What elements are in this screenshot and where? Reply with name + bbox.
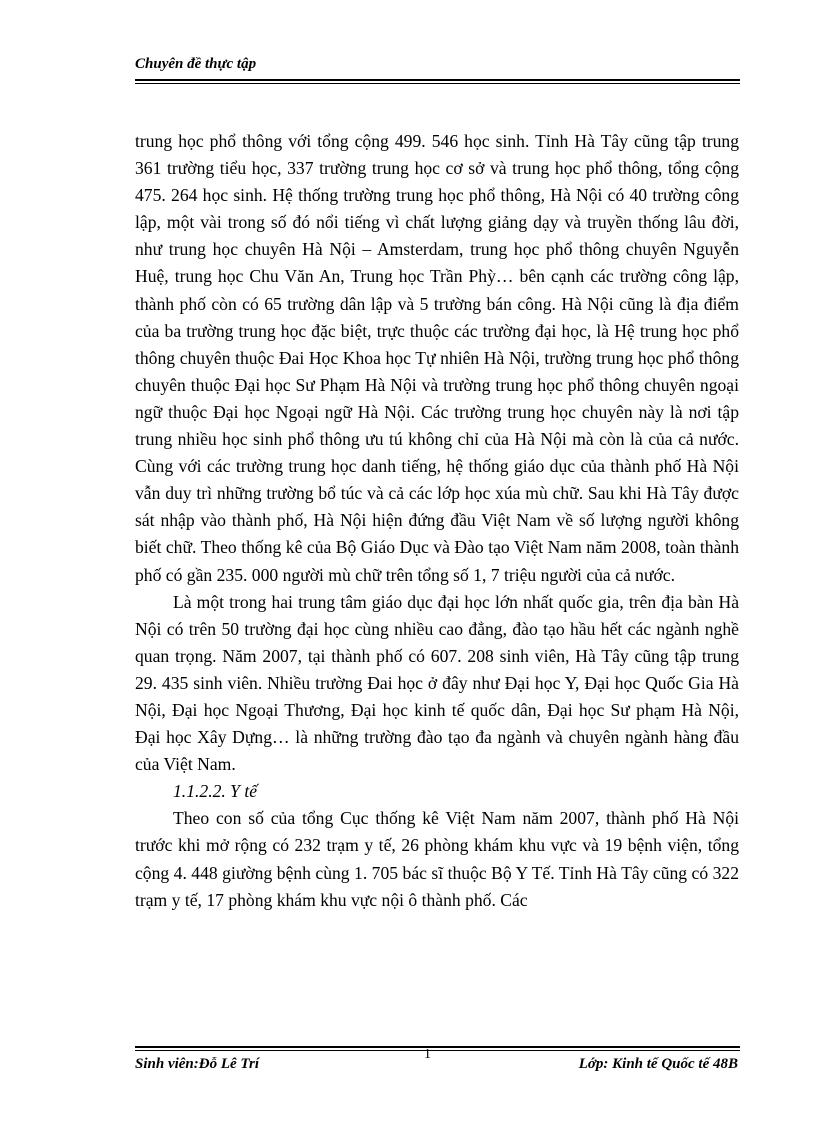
header-divider [135,79,740,81]
footer-divider [135,1046,740,1048]
body-paragraph: Theo con số của tổng Cục thống kê Việt Nam năm 2007, thành phố Hà Nội trước khi mở rộng có 232 trạm y tế, 26 phòng khám khu vực và 19 bệnh viện, tổng cộng 4. 448 giường bệnh cùng 1. 705 bác sĩ thuộc Bộ Y Tế. Tỉnh Hà Tây cũng có 322 trạm y tế, 17 phòng khám khu vực nội ô thành phố. Các [135,808,739,910]
body-paragraph: Là một trong hai trung tâm giáo dục đại học lớn nhất quốc gia, trên địa bàn Hà Nội có trên 50 trường đại học cùng nhiều cao đẳng, đào tạo hầu hết các ngành nghề quan trọng. Năm 2007, tại thành phố có 607. 208 sinh viên, Hà Tây cũng tập trung 29. 435 sinh viên. Nhiều trường Đai học ở đây như Đại học Y, Đại học Quốc Gia Hà Nội, Đại học Ngoại Thương, Đại học kinh tế quốc dân, Đại học Sư phạm Hà Nội, Đại học Xây Dựng… là những trường đào tạo đa ngành và chuyên ngành hàng đầu của Việt Nam. [135,591,739,775]
footer-divider-thin [135,1050,740,1051]
header-divider-thin [135,83,740,84]
document-body [135,128,739,914]
page-number: 1 [424,1047,431,1062]
footer-class: Lớp: Kinh tế Quốc tế 48B [578,1056,738,1072]
section-heading: 1.1.2.2. Y tế [173,781,258,802]
body-paragraph: trung học phổ thông với tổng cộng 499. 546 học sinh. Tỉnh Hà Tây cũng tập trung 361 trường tiểu học, 337 trường trung học cơ sở và trung học phổ thông, tổng cộng 475. 264 học sinh. Hệ thống trường trung học phổ thông, Hà Nội có 40 trường công lập, một vài trong số đó nổi tiếng vì chất lượng giảng dạy và truyền thống lâu đời, như trung học chuyên Hà Nội – Amsterdam, trung học phổ thông chuyên Nguyễn Huệ, trung học Chu Văn An, Trung học Trần Phỳ… bên cạnh các trường công lập, thành phố còn có 65 trường dân lập và 5 trường bán công. Hà Nội cũng là địa điểm của ba trường trung học đặc biệt, trực thuộc các trường đại học, là Hệ trung học phổ thông chuyên thuộc Đai Học Khoa học Tự nhiên Hà Nội, trường trung học phổ thông chuyên thuộc Đại học Sư Phạm Hà Nội và trường trung học phổ thông chuyên ngoại ngữ thuộc Đại học Ngoại ngữ Hà Nội. Các trường trung học chuyên này là nơi tập trung nhiều học sinh phổ thông ưu tú không chỉ của Hà Nội mà còn là của cả nước. Cùng với các trường trung học danh tiếng, hệ thống giáo dục của thành phố Hà Nội vẫn duy trì những trường bổ túc và cả các lớp học xúa mù chữ. Sau khi Hà Tây được sát nhập vào thành phố, Hà Nội hiện đứng đầu Việt Nam về số lượng người không biết chữ. Theo thống kê của Bộ Giáo Dục và Đào tạo Việt Nam năm 2008, toàn thành phố có gần 235. 000 người mù chữ trên tổng số 1, 7 triệu người của cả nước. [135,131,739,585]
page-header-title: Chuyên đề thực tập [135,56,257,72]
footer-student-name: Sinh viên:Đỗ Lê Trí [135,1056,260,1072]
